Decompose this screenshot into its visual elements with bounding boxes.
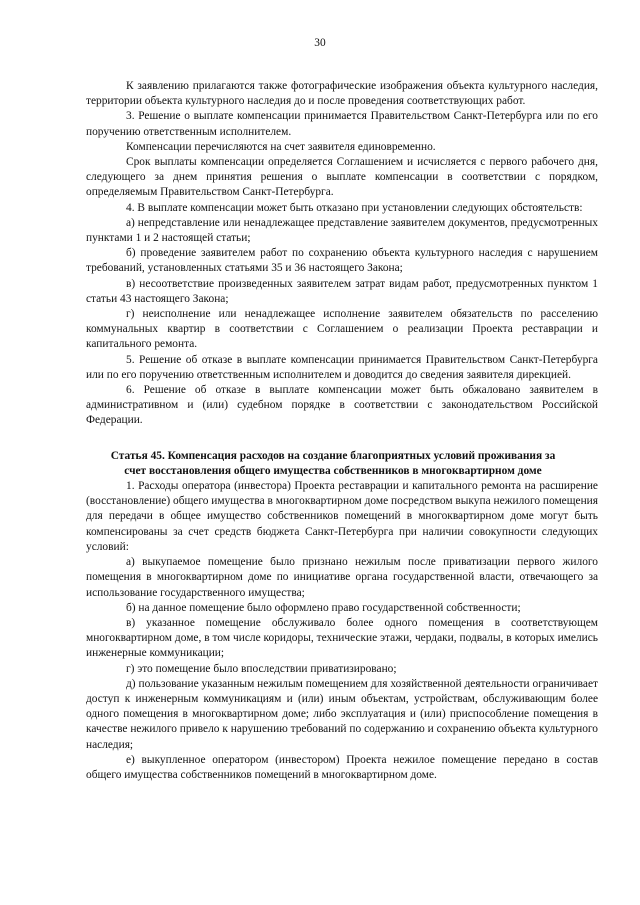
list-item: д) пользование указанным нежилым помещением для хозяйственной деятельности ограничивает доступ к инженерным коммуникациям и (или) иным объектам, устройствам, обслуживающим более одного помещения в многоквартирном доме; либо эксплуатация и (или) приспособление помещения в качестве нежилого привело к нарушению требований по содержанию и сохранению объекта культурного наследия; bbox=[86, 677, 598, 751]
list-item: в) несоответствие произведенных заявителем затрат видам работ, предусмотренных пунктом 1 статьи 43 настоящего Закона; bbox=[86, 277, 598, 305]
list-item: б) на данное помещение было оформлено право государственной собственности; bbox=[126, 601, 521, 614]
paragraph: К заявлению прилагаются также фотографические изображения объекта культурного наследия, территории объекта культурного наследия до и после проведения соответствующих работ. bbox=[86, 80, 598, 108]
paragraph: 3. Решение о выплате компенсации принимается Правительством Санкт-Петербурга или по его поручению ответственным исполнителем. bbox=[86, 110, 598, 138]
paragraph: 1. Расходы оператора (инвестора) Проекта реставрации и капитального ремонта на расширение (восстановление) общего имущества в многоквартирном доме посредством выкупа нежилого помещения для передачи в общее имущество собственников помещений в многоквартирном доме могут быть компенсированы за счет средств бюджета Санкт-Петербурга при наличии совокупности следующих условий: bbox=[86, 480, 598, 553]
list-item: е) выкупленное оператором (инвестором) Проекта нежилое помещение передано в состав общего имущества собственников помещений в многоквартирном доме. bbox=[86, 753, 598, 781]
paragraph: 5. Решение об отказе в выплате компенсации принимается Правительством Санкт-Петербурга или по его поручению ответственным исполнителем и доводится до сведения заявителя дирекцией. bbox=[86, 353, 598, 381]
section-gap bbox=[86, 429, 598, 449]
paragraph: 6. Решение об отказе в выплате компенсации может быть обжаловано заявителем в административном и (или) судебном порядке в соответствии с законодательством Российской Федерации. bbox=[86, 384, 598, 427]
paragraph: 4. В выплате компенсации может быть отказано при установлении следующих обстоятельств: bbox=[126, 201, 583, 214]
list-item: а) выкупаемое помещение было признано нежилым после приватизации первого жилого помещения в многоквартирном доме по инициативе органа государственной власти, отвечающего за использование государственного имущества; bbox=[86, 556, 598, 599]
page-number: 30 bbox=[314, 37, 326, 49]
list-item: г) неисполнение или ненадлежащее исполнение заявителем обязательств по расселению коммунальных квартир в соответствии с Соглашением о реализации Проекта реставрации и капитального ремонта. bbox=[86, 308, 598, 351]
list-item: б) проведение заявителем работ по сохранению объекта культурного наследия с нарушением требований, установленных статьями 35 и 36 настоящего Закона; bbox=[86, 247, 598, 275]
paragraph: Компенсации перечисляются на счет заявителя единовременно. bbox=[126, 140, 436, 153]
list-item: г) это помещение было впоследствии приватизировано; bbox=[126, 662, 397, 675]
list-item: а) непредставление или ненадлежащее представление заявителем документов, предусмотренных пунктами 1 и 2 настоящей статьи; bbox=[86, 216, 598, 245]
paragraph: Срок выплаты компенсации определяется Соглашением и исчисляется с первого рабочего дня, следующего за днем принятия решения о выплате компенсации в соответствии с порядком, определяемым Правительством Санкт-Петербурга. bbox=[86, 156, 598, 199]
document-body bbox=[86, 79, 598, 783]
article-heading: Статья 45. Компенсация расходов на создание благоприятных условий проживания за счет восстановления общего имущества собственников в многоквартирном доме bbox=[110, 449, 556, 477]
list-item: в) указанное помещение обслуживало более одного помещения в соответствующем многоквартирном доме, в том числе коридоры, технические этажи, чердаки, подвалы, в которых имелись инженерные коммуникации; bbox=[86, 616, 598, 660]
